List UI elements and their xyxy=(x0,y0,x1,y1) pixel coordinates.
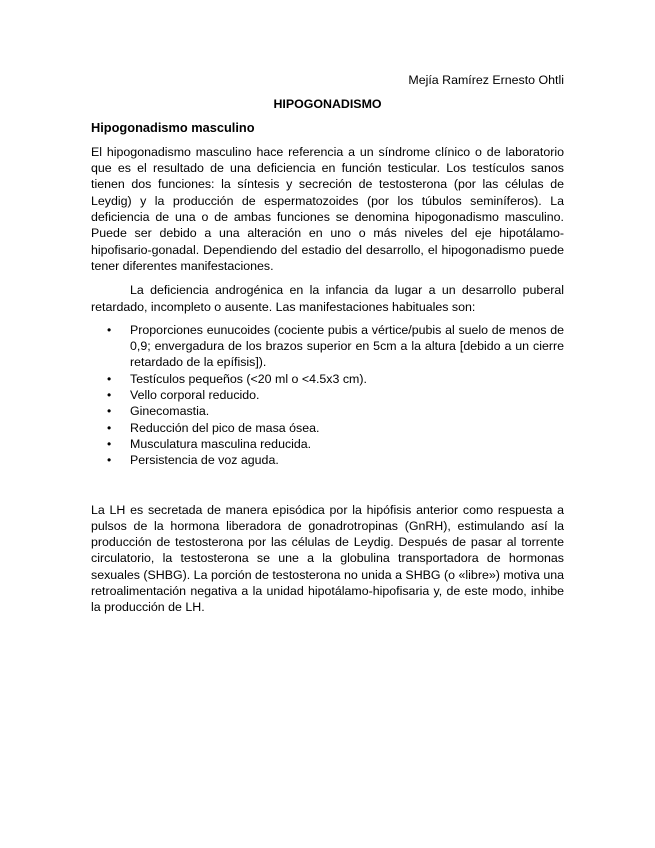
bullet-icon: • xyxy=(107,453,112,468)
list-item xyxy=(107,420,564,436)
document-page xyxy=(91,72,564,616)
bullet-icon: • xyxy=(107,404,112,419)
list-item-text: Musculatura masculina reducida. xyxy=(130,436,312,451)
bullet-icon: • xyxy=(107,420,112,435)
paragraph-childhood-deficiency: La deficiencia androgénica en la infancia da lugar a un desarrollo puberal retardado, incompleto o ausente. Las manifestaciones habituales son: xyxy=(91,283,564,314)
paragraph-lh-secretion: La LH es secretada de manera episódica por la hipófisis anterior como respuesta a pulsos de la hormona liberadora de gonadrotropinas (GnRH), estimulando así la producción de testosterona por las células de Leydig. Después de pasar al torrente circulatorio, la testosterona se une a la globulina transportadora de hormonas sexuales (SHBG). La porción de testosterona no unida a SHBG (o «libre») motiva una retroalimentación negativa a la unidad hipotálamo-hipofisaria y, de este modo, inhibe la producción de LH. xyxy=(91,502,564,615)
bullet-icon: • xyxy=(107,388,112,403)
author-name: Mejía Ramírez Ernesto Ohtli xyxy=(408,73,564,87)
document-title: HIPOGONADISMO xyxy=(273,97,382,112)
list-item xyxy=(107,387,564,403)
list-item xyxy=(107,403,564,419)
paragraph-definition: El hipogonadismo masculino hace referencia a un síndrome clínico o de laboratorio que es el resultado de una deficiencia en función testicular. Los testículos sanos tienen dos funciones: la síntesis y secreción de testosterona (por las células de Leydig) y la producción de espermatozoides (por los túbulos seminíferos). La deficiencia de una o de ambas funciones se denomina hipogonadismo masculino. Puede ser debido a una alteración en uno o más niveles del eje hipotálamo-hipofisario-gonadal. Dependiendo del estadio del desarrollo, el hipogonadismo puede tener diferentes manifestaciones. xyxy=(91,144,564,273)
section-heading: Hipogonadismo masculino xyxy=(91,119,255,135)
list-item xyxy=(107,322,564,371)
bullet-icon: • xyxy=(107,436,112,451)
list-item-text: Ginecomastia. xyxy=(130,404,210,419)
list-item-text: Testículos pequeños (<20 ml o <4.5x3 cm). xyxy=(130,371,367,386)
list-item-text: Persistencia de voz aguda. xyxy=(130,453,279,468)
list-item-text: Reducción del pico de masa ósea. xyxy=(130,420,320,435)
bullet-icon: • xyxy=(107,371,112,386)
manifestations-list xyxy=(91,322,564,469)
list-item-text: Proporciones eunucoides (cociente pubis a vértice/pubis al suelo de menos de 0,9; envergadura de los brazos superior en 5cm a la altura [debido a un cierre retardado de la epífisis]). xyxy=(130,322,564,370)
bullet-icon: • xyxy=(107,322,112,337)
list-item xyxy=(107,452,564,468)
list-item xyxy=(107,436,564,452)
list-item-text: Vello corporal reducido. xyxy=(130,388,260,403)
list-item xyxy=(107,371,564,387)
blank-spacer xyxy=(91,469,564,502)
